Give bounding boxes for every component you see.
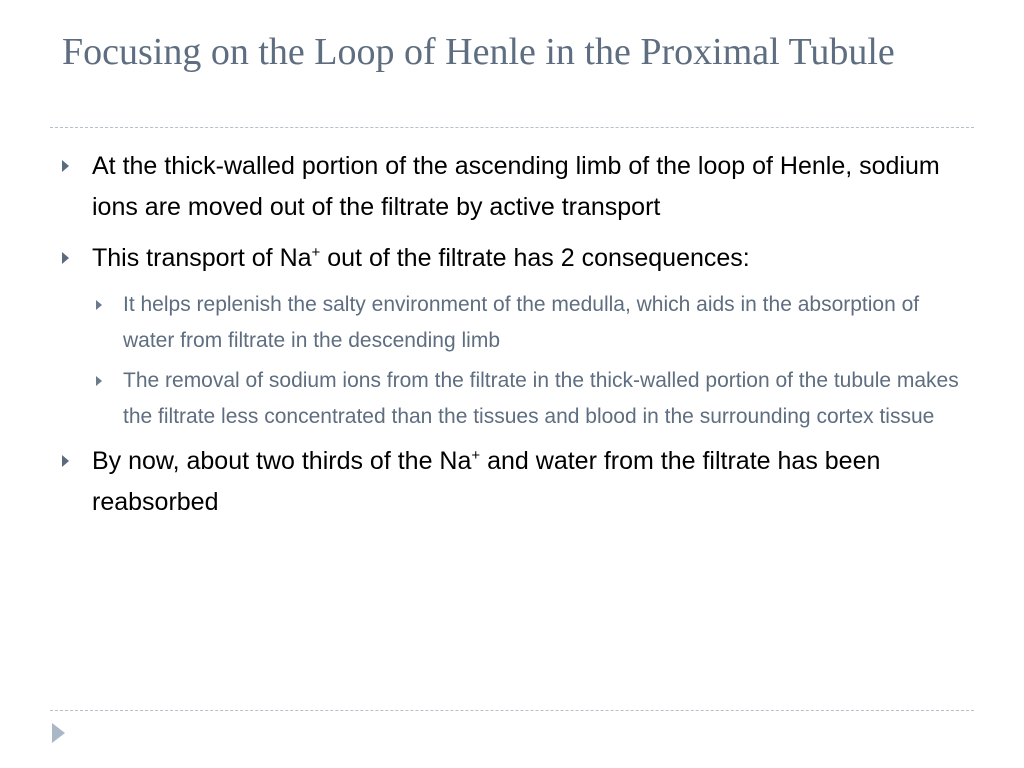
superscript-plus: + — [471, 447, 481, 464]
sub-bullet-list — [62, 287, 962, 435]
bullet-item — [62, 238, 962, 279]
title-divider — [50, 127, 974, 128]
sub-bullet-text: It helps replenish the salty environment of the medulla, which aids in the absorption of water from filtrate in the descending limb — [123, 293, 920, 352]
bullet-text-start: This transport of Na — [92, 244, 312, 272]
bullet-text-end: out of the filtrate has 2 consequences: — [320, 244, 750, 272]
sub-bullet-item — [123, 287, 962, 359]
slide-content — [62, 146, 962, 533]
superscript-plus: + — [311, 244, 321, 261]
bullet-triangle-icon — [62, 455, 69, 467]
bullet-triangle-icon — [62, 160, 69, 172]
footer-divider — [50, 710, 974, 711]
sub-bullet-triangle-icon — [96, 376, 102, 386]
bullet-text: At the thick-walled portion of the ascending limb of the loop of Henle, sodium ions are moved out of the filtrate by active transport — [92, 152, 940, 221]
slide-title: Focusing on the Loop of Henle in the Proximal Tubule — [62, 31, 895, 73]
sub-bullet-item — [123, 363, 962, 435]
next-slide-arrow-icon[interactable] — [52, 723, 65, 743]
sub-bullet-text: The removal of sodium ions from the filtrate in the thick-walled portion of the tubule makes the filtrate less concentrated than the tissues and blood in the surrounding cortex tissue — [123, 369, 959, 428]
bullet-text-end: and water from the filtrate has been reabsorbed — [92, 447, 881, 516]
sub-bullet-triangle-icon — [96, 300, 102, 310]
bullet-text-start: By now, about two thirds of the Na — [92, 447, 472, 475]
bullet-item — [62, 146, 962, 228]
bullet-item — [62, 441, 962, 523]
bullet-triangle-icon — [62, 252, 69, 264]
